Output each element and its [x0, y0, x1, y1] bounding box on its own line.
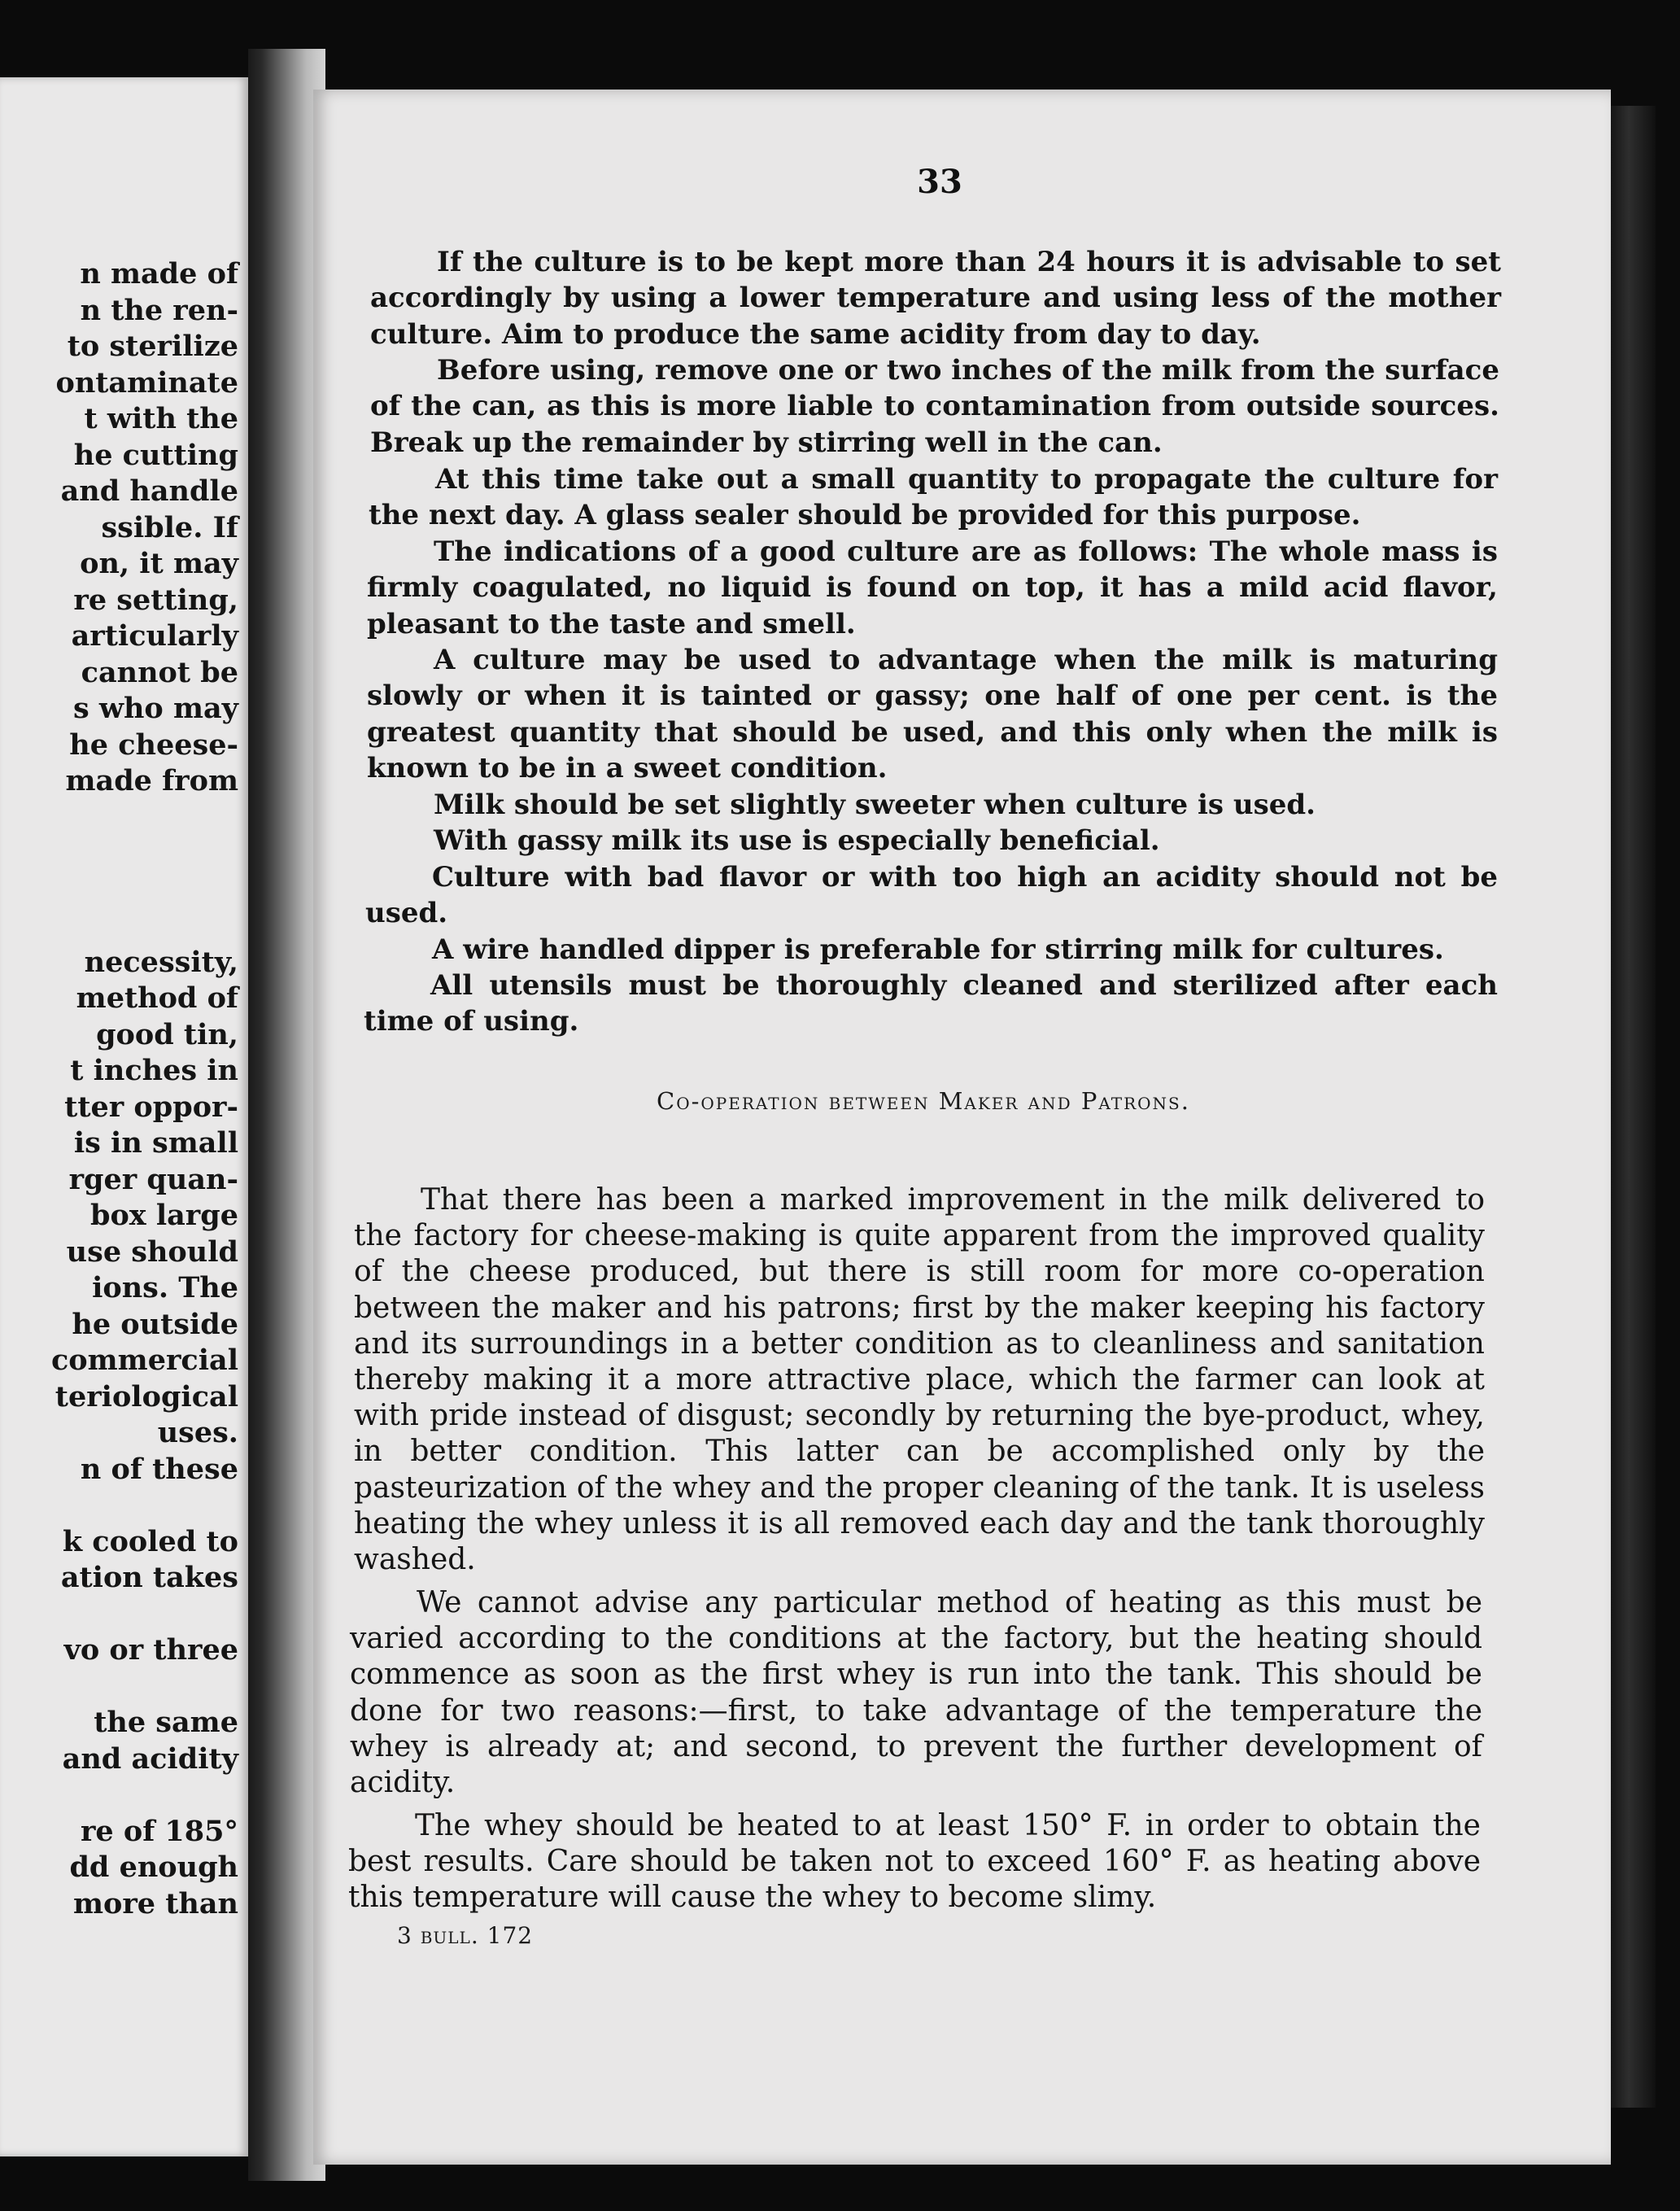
left-page-line: necessity,	[84, 945, 238, 979]
left-page-line: use should	[66, 1234, 238, 1269]
left-page-line: commercial	[50, 1344, 238, 1377]
left-page-line: t inches in	[70, 1054, 238, 1087]
paragraph-culture-storage: If the culture is to be kept more than 24 hours it is advisable to set accordingly by using a lower temperature and using less of the mother culture. Aim to produce the same acidity from day to day.	[370, 246, 1501, 351]
paragraph-whey-temperature: The whey should be heated to at least 150° F. in order to obtain the best results. Care should be taken not to exceed 160° F. as heating above this temperature will cause the whey to become slimy.	[348, 1809, 1481, 1915]
left-page-line: uses.	[157, 1416, 238, 1449]
left-page-line: articularly	[71, 619, 238, 653]
paragraph-utensils: All utensils must be thoroughly cleaned and sterilized after each time of using.	[364, 969, 1498, 1038]
left-page-line: re of 185°	[80, 1814, 238, 1848]
left-page-line	[0, 836, 238, 872]
paragraph-remove-milk: Before using, remove one or two inches of the milk from the surface of the can, as this is more liable to contamination from outside sources. Break up the remainder by stirring well in the can.	[370, 354, 1499, 459]
left-page-line: ontaminate	[55, 365, 238, 400]
left-page	[0, 77, 248, 2156]
left-page-line: vo or three	[63, 1633, 238, 1667]
left-page-line: the same	[94, 1706, 238, 1739]
left-page-line: more than	[72, 1886, 238, 1920]
left-page-line: is in small	[73, 1126, 238, 1160]
left-page-line	[0, 1597, 238, 1633]
left-page-line: made from	[65, 764, 238, 797]
left-page-line: and acidity	[62, 1741, 238, 1776]
left-page-line	[0, 872, 238, 909]
paragraph-good-culture: The indications of a good culture are as follows: The whole mass is firmly coagulated, no liquid is found on top, it has a mild acid flavor, pleasant to the taste and smell.	[367, 535, 1498, 640]
left-page-line: n the ren-	[80, 293, 238, 327]
left-page-text	[0, 256, 238, 1922]
left-page-line: ation takes	[60, 1561, 238, 1594]
left-page-line: rger quan-	[68, 1162, 238, 1196]
left-page-line: he cutting	[73, 438, 238, 472]
left-page-line: re setting,	[73, 583, 238, 617]
left-page-line: dd enough	[69, 1851, 238, 1884]
left-page-line: teriological	[55, 1379, 238, 1414]
section-heading: Co-operation between Maker and Patrons.	[657, 1087, 1190, 1115]
left-page-line: k cooled to	[62, 1524, 238, 1558]
page-edge	[1611, 106, 1656, 2108]
left-page-line: on, it may	[80, 547, 238, 580]
paragraph-propagate: At this time take out a small quantity to propagate the culture for the next day. A glass sealer should be provided for this purpose.	[369, 463, 1498, 532]
paragraph-cooperation: That there has been a marked improvement in the milk delivered to the factory for cheese-making is quite apparent from the improved quality of the cheese produced, but there is still room for more co-operation between the maker and his patrons; first by the maker keeping his factory and its surroundings in a better condition as to cleanliness and sanitation thereby making it a more attractive place, which the farmer can look at with pride instead of disgust; secondly by returning the bye-product, whey, in better condition. This latter can be accomplished only by the pasteurization of the whey and the proper cleaning of the tank. It is useless heating the whey unless it is all removed each day and the tank thoroughly washed.	[354, 1183, 1485, 1577]
left-page-line: box large	[89, 1199, 238, 1232]
left-page-line: cannot be	[81, 655, 238, 689]
paragraph-bad-flavor: Culture with bad flavor or with too high an acidity should not be used.	[365, 861, 1498, 930]
left-page-line	[0, 1777, 238, 1814]
left-page-line: t with the	[84, 402, 238, 435]
left-page-line: he cheese-	[69, 728, 238, 762]
left-page-line: to sterilize	[67, 330, 238, 363]
paragraph-wire-dipper: A wire handled dipper is preferable for stirring milk for cultures.	[432, 933, 1444, 966]
paragraph-heating-method: We cannot advise any particular method of heating as this must be varied according to the conditions at the factory, but the heating should commence as soon as the first whey is run into the tank. This should be done for two reasons:—first, to take advantage of the temperature the whey is already at; and second, to prevent the further development of acidity.	[350, 1586, 1482, 1800]
left-page-line: ions. The	[92, 1271, 238, 1304]
left-page-line: ssible. If	[101, 510, 238, 544]
left-page-line	[0, 908, 238, 945]
left-page-line: n made of	[80, 257, 238, 291]
left-page-line	[0, 1669, 238, 1706]
paragraph-set-sweeter: Milk should be set slightly sweeter when culture is used.	[434, 789, 1316, 821]
page-number: 33	[917, 163, 962, 201]
left-page-line	[0, 1488, 238, 1524]
left-page-line: he outside	[72, 1307, 238, 1341]
paragraph-gassy-milk: With gassy milk its use is especially beneficial.	[434, 824, 1160, 857]
footer-signature: 3 bull. 172	[397, 1922, 534, 1949]
left-page-line: good tin,	[96, 1017, 238, 1051]
left-page-line: s who may	[72, 692, 238, 725]
left-page-line: and handle	[60, 474, 238, 508]
left-page-line	[0, 800, 238, 837]
left-page-line: n of these	[80, 1452, 238, 1486]
left-page-line: tter oppor-	[64, 1090, 238, 1124]
paragraph-advantage: A culture may be used to advantage when the milk is maturing slowly or when it is tainted or gassy; one half of one per cent. is the greatest quantity that should be used, and this only when the milk is known to be in a sweet condition.	[367, 644, 1498, 785]
left-page-line: method of	[76, 981, 238, 1015]
